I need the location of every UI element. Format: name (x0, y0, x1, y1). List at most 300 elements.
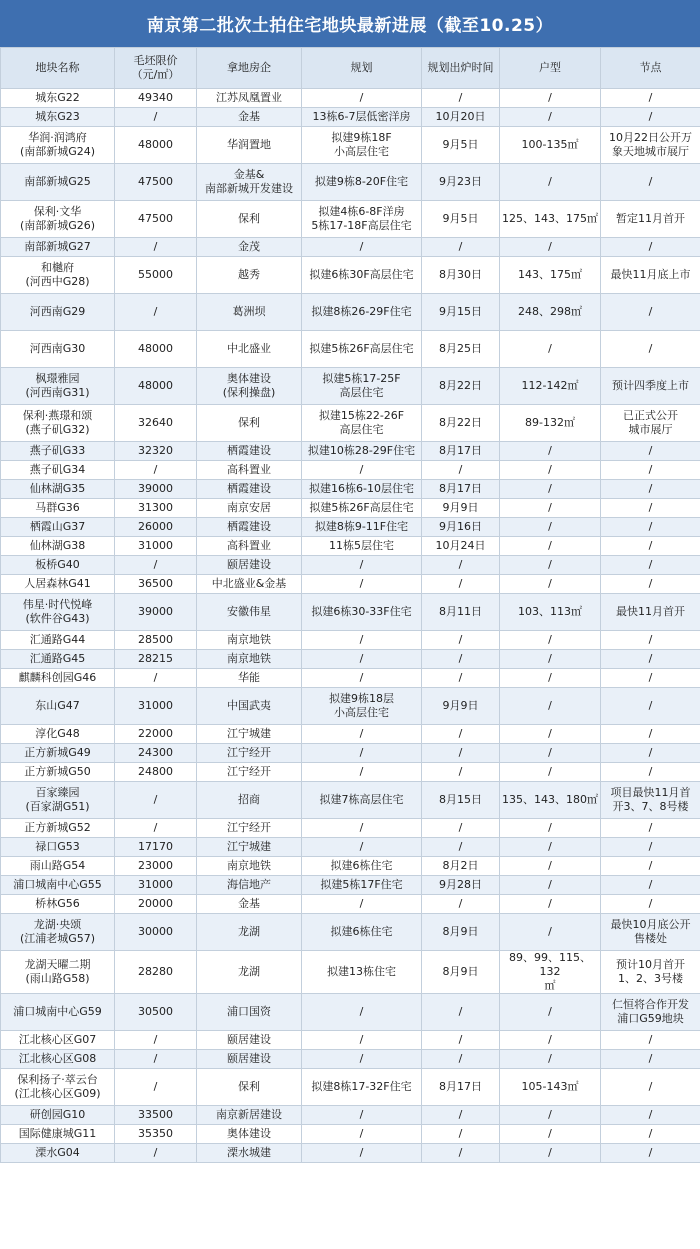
price-cell: 48000 (115, 127, 197, 164)
developer-cell: 江宁城建 (197, 838, 302, 857)
plan-cell: / (302, 994, 422, 1031)
plan-cell: / (302, 744, 422, 763)
plot-name-cell: 伟星·时代悦峰 (软件谷G43) (1, 594, 115, 631)
unit-type-cell: 135、143、180㎡ (500, 782, 601, 819)
price-cell: 23000 (115, 857, 197, 876)
developer-cell: 金茂 (197, 238, 302, 257)
unit-type-cell: / (500, 744, 601, 763)
unit-type-cell: / (500, 164, 601, 201)
table-row (1, 1106, 700, 1125)
table-row (1, 994, 700, 1031)
unit-type-cell: 105-143㎡ (500, 1069, 601, 1106)
price-cell: / (115, 1031, 197, 1050)
developer-cell: 保利 (197, 405, 302, 442)
plan-time-cell: 9月23日 (422, 164, 500, 201)
plan-time-cell: 8月11日 (422, 594, 500, 631)
developer-cell: 江宁经开 (197, 744, 302, 763)
milestone-cell: / (601, 725, 700, 744)
milestone-cell: 最快11月首开 (601, 594, 700, 631)
price-cell: 35350 (115, 1125, 197, 1144)
unit-type-cell: / (500, 1031, 601, 1050)
plot-name-cell: 禄口G53 (1, 838, 115, 857)
table-row (1, 650, 700, 669)
plot-name-cell: 枫璟雅园 (河西南G31) (1, 368, 115, 405)
plan-cell: 拟建8栋9-11F住宅 (302, 518, 422, 537)
plot-name-cell: 华润·润鸿府 (南部新城G24) (1, 127, 115, 164)
table-row (1, 480, 700, 499)
plan-time-cell: / (422, 838, 500, 857)
developer-cell: 溧水城建 (197, 1144, 302, 1163)
table-row (1, 857, 700, 876)
plan-cell: 拟建5栋17F住宅 (302, 876, 422, 895)
table-header-row (1, 48, 700, 89)
header-plan: 规划 (302, 48, 422, 89)
plan-time-cell: 9月9日 (422, 499, 500, 518)
price-cell: 33500 (115, 1106, 197, 1125)
plot-name-cell: 百家臻园 (百家湖G51) (1, 782, 115, 819)
unit-type-cell: 125、143、175㎡ (500, 201, 601, 238)
unit-type-cell: / (500, 631, 601, 650)
plan-cell: / (302, 763, 422, 782)
price-cell: 55000 (115, 257, 197, 294)
developer-cell: 龙湖 (197, 914, 302, 951)
price-cell: 31000 (115, 688, 197, 725)
table-row (1, 1031, 700, 1050)
plan-time-cell: / (422, 1106, 500, 1125)
price-cell: 32640 (115, 405, 197, 442)
table-row (1, 1144, 700, 1163)
document-title: 南京第二批次土拍住宅地块最新进展（截至10.25） (0, 0, 700, 47)
table-row (1, 763, 700, 782)
table-row (1, 725, 700, 744)
plan-cell: / (302, 650, 422, 669)
plot-name-cell: 城东G23 (1, 108, 115, 127)
unit-type-cell: / (500, 89, 601, 108)
price-cell: 49340 (115, 89, 197, 108)
milestone-cell: / (601, 1031, 700, 1050)
developer-cell: 颐居建设 (197, 1050, 302, 1069)
plan-time-cell: 8月17日 (422, 442, 500, 461)
plan-cell: 拟建9栋18F 小高层住宅 (302, 127, 422, 164)
table-row (1, 669, 700, 688)
table-row (1, 782, 700, 819)
milestone-cell: / (601, 1069, 700, 1106)
unit-type-cell: / (500, 914, 601, 951)
plan-time-cell: / (422, 994, 500, 1031)
plan-time-cell: / (422, 575, 500, 594)
developer-cell: 栖霞建设 (197, 518, 302, 537)
plan-time-cell: / (422, 631, 500, 650)
plan-time-cell: / (422, 1125, 500, 1144)
developer-cell: 金基 (197, 895, 302, 914)
developer-cell: 龙湖 (197, 951, 302, 994)
plot-name-cell: 国际健康城G11 (1, 1125, 115, 1144)
price-cell: 30500 (115, 994, 197, 1031)
plan-cell: / (302, 895, 422, 914)
plan-time-cell: 8月25日 (422, 331, 500, 368)
price-cell: 47500 (115, 201, 197, 238)
unit-type-cell: / (500, 461, 601, 480)
table-row (1, 1069, 700, 1106)
table-row (1, 744, 700, 763)
developer-cell: 南京地铁 (197, 857, 302, 876)
developer-cell: 江宁经开 (197, 819, 302, 838)
plan-time-cell: / (422, 725, 500, 744)
price-cell: 48000 (115, 368, 197, 405)
unit-type-cell: / (500, 556, 601, 575)
price-cell: 36500 (115, 575, 197, 594)
plot-name-cell: 龙湖·央颂 (江浦老城G57) (1, 914, 115, 951)
milestone-cell: / (601, 294, 700, 331)
developer-cell: 奥体建设 (197, 1125, 302, 1144)
developer-cell: 颐居建设 (197, 556, 302, 575)
plan-time-cell: / (422, 669, 500, 688)
plot-name-cell: 东山G47 (1, 688, 115, 725)
plan-cell: / (302, 238, 422, 257)
price-cell: / (115, 556, 197, 575)
developer-cell: 高科置业 (197, 537, 302, 556)
plot-name-cell: 南部新城G25 (1, 164, 115, 201)
milestone-cell: / (601, 857, 700, 876)
unit-type-cell: / (500, 442, 601, 461)
price-cell: / (115, 1069, 197, 1106)
plan-cell: 拟建5栋17-25F 高层住宅 (302, 368, 422, 405)
plot-name-cell: 淳化G48 (1, 725, 115, 744)
milestone-cell: 最快10月底公开 售楼处 (601, 914, 700, 951)
milestone-cell: 预计四季度上市 (601, 368, 700, 405)
plot-name-cell: 和樾府 (河西中G28) (1, 257, 115, 294)
plan-cell: / (302, 819, 422, 838)
plot-name-cell: 江北核心区G08 (1, 1050, 115, 1069)
plot-name-cell: 保利·燕璟和颂 (燕子矶G32) (1, 405, 115, 442)
table-row (1, 594, 700, 631)
plan-cell: / (302, 1125, 422, 1144)
developer-cell: 南京地铁 (197, 650, 302, 669)
unit-type-cell: / (500, 688, 601, 725)
plot-name-cell: 正方新城G50 (1, 763, 115, 782)
table-row (1, 257, 700, 294)
unit-type-cell: / (500, 763, 601, 782)
milestone-cell: / (601, 108, 700, 127)
table-row (1, 331, 700, 368)
unit-type-cell: / (500, 669, 601, 688)
milestone-cell: / (601, 331, 700, 368)
plot-name-cell: 汇通路G44 (1, 631, 115, 650)
unit-type-cell: / (500, 575, 601, 594)
table-row (1, 461, 700, 480)
milestone-cell: / (601, 1144, 700, 1163)
developer-cell: 中北盛业 (197, 331, 302, 368)
unit-type-cell: 248、298㎡ (500, 294, 601, 331)
plan-time-cell: 9月28日 (422, 876, 500, 895)
milestone-cell: 预计10月首开 1、2、3号楼 (601, 951, 700, 994)
milestone-cell: / (601, 688, 700, 725)
developer-cell: 江宁城建 (197, 725, 302, 744)
milestone-cell: / (601, 556, 700, 575)
price-cell: 47500 (115, 164, 197, 201)
table-row (1, 876, 700, 895)
unit-type-cell: / (500, 108, 601, 127)
plot-name-cell: 河西南G30 (1, 331, 115, 368)
table-row (1, 89, 700, 108)
unit-type-cell: / (500, 650, 601, 669)
plan-time-cell: 9月9日 (422, 688, 500, 725)
milestone-cell: / (601, 461, 700, 480)
plan-cell: / (302, 556, 422, 575)
developer-cell: 保利 (197, 201, 302, 238)
price-cell: / (115, 1144, 197, 1163)
plot-name-cell: 城东G22 (1, 89, 115, 108)
milestone-cell: / (601, 164, 700, 201)
table-row (1, 838, 700, 857)
developer-cell: 栖霞建设 (197, 442, 302, 461)
plan-cell: / (302, 461, 422, 480)
table-row (1, 442, 700, 461)
plan-time-cell: 8月9日 (422, 951, 500, 994)
plan-cell: / (302, 89, 422, 108)
milestone-cell: / (601, 537, 700, 556)
plan-time-cell: 8月17日 (422, 1069, 500, 1106)
milestone-cell: / (601, 631, 700, 650)
plan-cell: / (302, 838, 422, 857)
milestone-cell: / (601, 480, 700, 499)
plan-cell: 拟建6栋住宅 (302, 914, 422, 951)
milestone-cell: / (601, 238, 700, 257)
developer-cell: 南京新居建设 (197, 1106, 302, 1125)
unit-type-cell: / (500, 1125, 601, 1144)
plan-time-cell: / (422, 1144, 500, 1163)
plot-name-cell: 南部新城G27 (1, 238, 115, 257)
plan-cell: 13栋6-7层低密洋房 (302, 108, 422, 127)
table-row (1, 294, 700, 331)
milestone-cell: / (601, 838, 700, 857)
price-cell: 24300 (115, 744, 197, 763)
milestone-cell: / (601, 763, 700, 782)
plan-time-cell: / (422, 1031, 500, 1050)
price-cell: / (115, 782, 197, 819)
plan-cell: / (302, 725, 422, 744)
milestone-cell: / (601, 499, 700, 518)
price-cell: 31300 (115, 499, 197, 518)
plan-cell: 拟建4栋6-8F洋房 5栋17-18F高层住宅 (302, 201, 422, 238)
plan-cell: 拟建15栋22-26F 高层住宅 (302, 405, 422, 442)
unit-type-cell: 103、113㎡ (500, 594, 601, 631)
header-unit-type: 户型 (500, 48, 601, 89)
price-cell: 17170 (115, 838, 197, 857)
developer-cell: 高科置业 (197, 461, 302, 480)
plan-cell: 拟建13栋住宅 (302, 951, 422, 994)
developer-cell: 葛洲坝 (197, 294, 302, 331)
table-row (1, 238, 700, 257)
price-cell: 22000 (115, 725, 197, 744)
plan-time-cell: / (422, 461, 500, 480)
table-row (1, 819, 700, 838)
table-row (1, 1125, 700, 1144)
unit-type-cell: / (500, 838, 601, 857)
price-cell: 20000 (115, 895, 197, 914)
plan-cell: / (302, 1144, 422, 1163)
plan-cell: 拟建8栋17-32F住宅 (302, 1069, 422, 1106)
milestone-cell: / (601, 895, 700, 914)
plan-time-cell: / (422, 650, 500, 669)
unit-type-cell: / (500, 876, 601, 895)
milestone-cell: / (601, 442, 700, 461)
plot-name-cell: 河西南G29 (1, 294, 115, 331)
price-cell: 32320 (115, 442, 197, 461)
unit-type-cell: / (500, 331, 601, 368)
price-cell: 31000 (115, 876, 197, 895)
land-progress-table (0, 47, 700, 1163)
plot-name-cell: 燕子矶G34 (1, 461, 115, 480)
plot-name-cell: 人居森林G41 (1, 575, 115, 594)
plan-time-cell: 8月22日 (422, 368, 500, 405)
price-cell: 30000 (115, 914, 197, 951)
milestone-cell: / (601, 518, 700, 537)
price-cell: / (115, 238, 197, 257)
plan-time-cell: 8月15日 (422, 782, 500, 819)
unit-type-cell: / (500, 1050, 601, 1069)
plot-name-cell: 浦口城南中心G55 (1, 876, 115, 895)
plan-time-cell: 8月17日 (422, 480, 500, 499)
table-row (1, 1050, 700, 1069)
milestone-cell: / (601, 744, 700, 763)
developer-cell: 中北盛业&金基 (197, 575, 302, 594)
table-row (1, 537, 700, 556)
price-cell: 39000 (115, 594, 197, 631)
plot-name-cell: 浦口城南中心G59 (1, 994, 115, 1031)
plan-cell: / (302, 1050, 422, 1069)
plan-cell: 拟建7栋高层住宅 (302, 782, 422, 819)
price-cell: / (115, 461, 197, 480)
table-row (1, 575, 700, 594)
unit-type-cell: / (500, 819, 601, 838)
plot-name-cell: 江北核心区G07 (1, 1031, 115, 1050)
developer-cell: 保利 (197, 1069, 302, 1106)
price-cell: / (115, 108, 197, 127)
milestone-cell: / (601, 819, 700, 838)
plan-cell: 拟建6栋住宅 (302, 857, 422, 876)
unit-type-cell: 89、99、115、132 ㎡ (500, 951, 601, 994)
price-cell: 28215 (115, 650, 197, 669)
unit-type-cell: / (500, 480, 601, 499)
unit-type-cell: 100-135㎡ (500, 127, 601, 164)
price-cell: / (115, 669, 197, 688)
plot-name-cell: 溧水G04 (1, 1144, 115, 1163)
plan-time-cell: 9月5日 (422, 201, 500, 238)
unit-type-cell: / (500, 1106, 601, 1125)
unit-type-cell: 143、175㎡ (500, 257, 601, 294)
developer-cell: 江宁经开 (197, 763, 302, 782)
table-row (1, 368, 700, 405)
plan-time-cell: 9月16日 (422, 518, 500, 537)
plot-name-cell: 保利·文华 (南部新城G26) (1, 201, 115, 238)
table-row (1, 405, 700, 442)
unit-type-cell: / (500, 857, 601, 876)
table-row (1, 518, 700, 537)
price-cell: 31000 (115, 537, 197, 556)
header-developer: 拿地房企 (197, 48, 302, 89)
plan-time-cell: / (422, 763, 500, 782)
plan-cell: 拟建9栋8-20F住宅 (302, 164, 422, 201)
plan-cell: / (302, 631, 422, 650)
developer-cell: 金基 (197, 108, 302, 127)
developer-cell: 浦口国资 (197, 994, 302, 1031)
header-plot-name: 地块名称 (1, 48, 115, 89)
developer-cell: 招商 (197, 782, 302, 819)
unit-type-cell: 89-132㎡ (500, 405, 601, 442)
table-row (1, 556, 700, 575)
table-row (1, 688, 700, 725)
plot-name-cell: 燕子矶G33 (1, 442, 115, 461)
table-row (1, 201, 700, 238)
plan-cell: 拟建9栋18层 小高层住宅 (302, 688, 422, 725)
price-cell: 28500 (115, 631, 197, 650)
plan-cell: / (302, 1031, 422, 1050)
price-cell: 28280 (115, 951, 197, 994)
developer-cell: 江苏凤凰置业 (197, 89, 302, 108)
unit-type-cell: 112-142㎡ (500, 368, 601, 405)
header-plan-time: 规划出炉时间 (422, 48, 500, 89)
header-price-limit: 毛坯限价 （元/㎡） (115, 48, 197, 89)
plan-cell: 11栋5层住宅 (302, 537, 422, 556)
developer-cell: 中国武夷 (197, 688, 302, 725)
developer-cell: 华能 (197, 669, 302, 688)
milestone-cell: 最快11月底上市 (601, 257, 700, 294)
developer-cell: 海信地产 (197, 876, 302, 895)
plan-time-cell: / (422, 89, 500, 108)
table-row (1, 895, 700, 914)
developer-cell: 安徽伟星 (197, 594, 302, 631)
plan-cell: / (302, 669, 422, 688)
milestone-cell: 10月22日公开万 象天地城市展厅 (601, 127, 700, 164)
plan-time-cell: 10月20日 (422, 108, 500, 127)
table-row (1, 108, 700, 127)
milestone-cell: / (601, 89, 700, 108)
unit-type-cell: / (500, 725, 601, 744)
milestone-cell: / (601, 575, 700, 594)
plan-cell: / (302, 1106, 422, 1125)
plan-time-cell: 8月2日 (422, 857, 500, 876)
unit-type-cell: / (500, 238, 601, 257)
plot-name-cell: 麒麟科创园G46 (1, 669, 115, 688)
milestone-cell: 已正式公开 城市展厅 (601, 405, 700, 442)
plan-time-cell: 9月5日 (422, 127, 500, 164)
plot-name-cell: 保利扬子·萃云台 (江北核心区G09) (1, 1069, 115, 1106)
table-row (1, 164, 700, 201)
unit-type-cell: / (500, 518, 601, 537)
plan-time-cell: 8月30日 (422, 257, 500, 294)
milestone-cell: / (601, 669, 700, 688)
plan-time-cell: 10月24日 (422, 537, 500, 556)
plan-time-cell: / (422, 744, 500, 763)
plan-time-cell: / (422, 238, 500, 257)
plan-cell: 拟建6栋30-33F住宅 (302, 594, 422, 631)
unit-type-cell: / (500, 537, 601, 556)
plot-name-cell: 仙林湖G35 (1, 480, 115, 499)
plan-cell: 拟建5栋26F高层住宅 (302, 331, 422, 368)
plan-time-cell: 9月15日 (422, 294, 500, 331)
table-row (1, 127, 700, 164)
unit-type-cell: / (500, 499, 601, 518)
developer-cell: 颐居建设 (197, 1031, 302, 1050)
table-row (1, 914, 700, 951)
table-body (1, 89, 700, 1163)
plan-cell: 拟建10栋28-29F住宅 (302, 442, 422, 461)
milestone-cell: / (601, 876, 700, 895)
plot-name-cell: 汇通路G45 (1, 650, 115, 669)
price-cell: 24800 (115, 763, 197, 782)
plot-name-cell: 桥林G56 (1, 895, 115, 914)
